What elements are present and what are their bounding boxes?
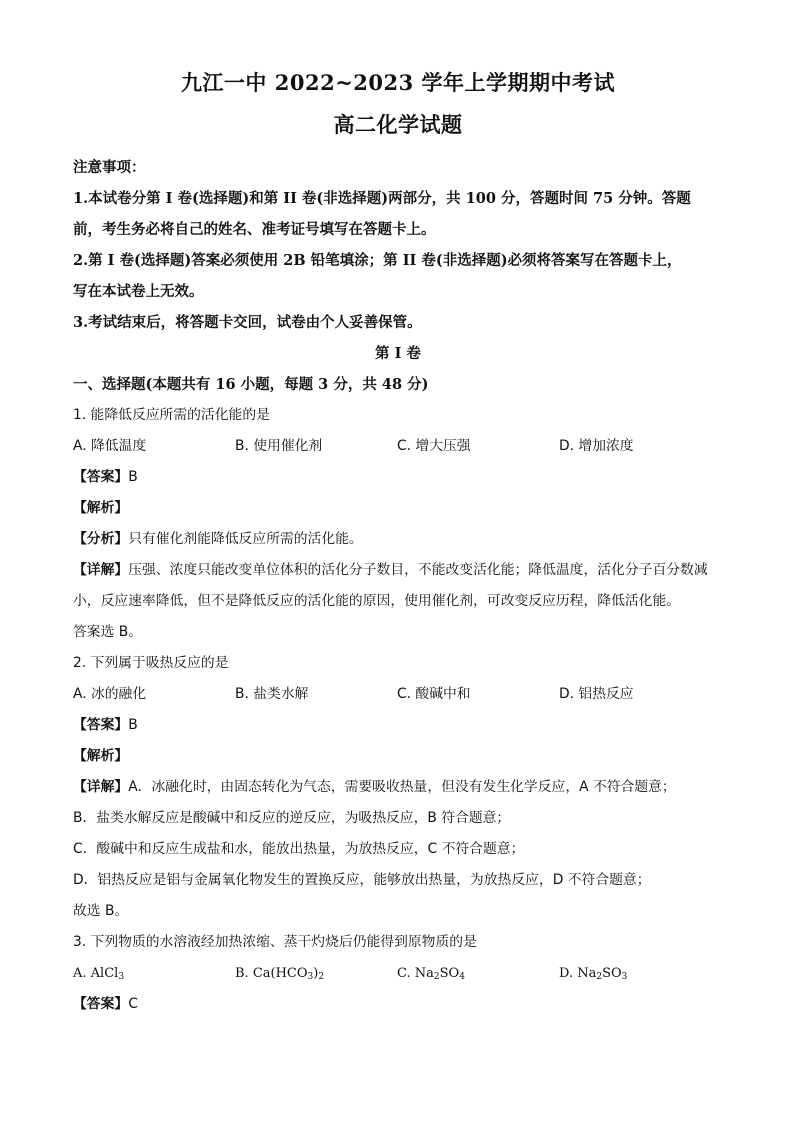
question-stem: 3. 下列物质的水溶液经加热浓缩、蒸干灼烧后仍能得到原物质的是: [73, 934, 477, 950]
fenxi-line: [73, 524, 723, 555]
detail-label: 【详解】: [73, 779, 129, 795]
detail-label: 【详解】: [73, 562, 129, 578]
answer-line: [73, 989, 723, 1020]
question-2: [73, 648, 723, 927]
analysis-label: 【解析】: [73, 500, 129, 516]
options-row: [73, 679, 723, 710]
exam-page: [73, 70, 723, 1020]
notice-line: 3.考试结束后，将答题卡交回，试卷由个人妥善保管。: [73, 314, 422, 331]
answer-label: 【答案】: [73, 469, 129, 485]
question-stem: 1. 能降低反应所需的活化能的是: [73, 407, 270, 423]
formula-subscript: 2: [318, 972, 325, 982]
formula-subscript: 3: [118, 972, 125, 982]
analysis-label: 【解析】: [73, 748, 129, 764]
formula-subscript: 2: [433, 972, 440, 982]
detail-option-d: D．铝热反应是铝与金属氧化物发生的置换反应，能够放出热量，为放热反应，D 不符合题意；: [73, 872, 651, 888]
option-c: C. 酸碱中和: [397, 686, 471, 702]
answer-value: C: [128, 996, 138, 1012]
detail-text-continued: 小，反应速率降低，但不是降低反应的活化能的原因，使用催化剂，可改变反应历程，降低活化能。: [73, 593, 681, 609]
formula-subscript: 2: [596, 972, 603, 982]
analysis-line: [73, 493, 723, 524]
formula-text: D. Na: [559, 966, 597, 981]
answer-value: B: [128, 469, 138, 485]
answer-label: 【答案】: [73, 996, 129, 1012]
notice-heading: 注意事项：: [73, 159, 146, 176]
options-row: [73, 431, 723, 462]
question-1: [73, 400, 723, 648]
answer-line: [73, 710, 723, 741]
analysis-line: [73, 741, 723, 772]
answer-line: [73, 462, 723, 493]
answer-value: B: [128, 717, 138, 733]
fenxi-text: 只有催化剂能降低反应所需的活化能。: [128, 531, 363, 547]
formula-subscript: 4: [459, 972, 465, 982]
exam-subtitle: 高二化学试题: [333, 112, 463, 137]
option-d: D. 增加浓度: [559, 438, 634, 454]
option-b: B. 盐类水解: [235, 686, 309, 702]
option-a: A. 降低温度: [73, 438, 147, 454]
formula-text: C. Na: [397, 966, 434, 981]
conclusion: 故选 B。: [73, 903, 129, 919]
formula-subscript: 3: [621, 972, 628, 982]
answer-label: 【答案】: [73, 717, 129, 733]
detail-text: A．冰融化时，由固态转化为气态，需要吸收热量，但没有发生化学反应，A 不符合题意；: [128, 779, 676, 795]
detail-line: [73, 772, 723, 803]
option-a: A. 冰的融化: [73, 686, 147, 702]
volume-heading: 第 I 卷: [375, 345, 421, 362]
option-b: B. 使用催化剂: [235, 438, 323, 454]
formula-subscript: 3: [307, 972, 314, 982]
option-b: [235, 958, 397, 989]
formula-text: A. AlCl: [73, 966, 119, 981]
option-c: C. 增大压强: [397, 438, 471, 454]
notice-line: 1.本试卷分第 I 卷(选择题)和第 II 卷(非选择题)两部分，共 100 分，答题时间 75 分钟。答题: [73, 190, 691, 207]
detail-option-b: B．盐类水解反应是酸碱中和反应的逆反应，为吸热反应，B 符合题意；: [73, 810, 511, 826]
fenxi-label: 【分析】: [73, 531, 129, 547]
notice-line: 写在本试卷上无效。: [73, 283, 204, 300]
option-d: [559, 958, 721, 989]
notice-block: [73, 152, 723, 338]
formula-text: B. Ca(HCO: [235, 966, 308, 981]
exam-title: 九江一中 2022~2023 学年上学期期中考试: [180, 70, 616, 95]
option-d: D. 铝热反应: [559, 686, 634, 702]
section-heading: 一、选择题(本题共有 16 小题，每题 3 分，共 48 分): [73, 376, 429, 393]
options-row: [73, 958, 723, 989]
conclusion: 答案选 B。: [73, 624, 143, 640]
question-stem: 2. 下列属于吸热反应的是: [73, 655, 229, 671]
notice-line: 2.第 I 卷(选择题)答案必须使用 2B 铅笔填涂；第 II 卷(非选择题)必须将答案写在答题卡上，: [73, 252, 682, 269]
formula-text: SO: [439, 966, 460, 981]
question-3: [73, 927, 723, 1020]
notice-line: 前，考生务必将自己的姓名、准考证号填写在答题卡上。: [73, 221, 436, 238]
option-a: [73, 958, 235, 989]
formula-text: ): [313, 966, 319, 981]
detail-option-c: C．酸碱中和反应生成盐和水，能放出热量，为放热反应，C 不符合题意；: [73, 841, 525, 857]
detail-text: 压强、浓度只能改变单位体积的活化分子数目，不能改变活化能；降低温度，活化分子百分数减: [128, 562, 708, 578]
detail-line: [73, 555, 723, 586]
option-c: [397, 958, 559, 989]
formula-text: SO: [602, 966, 622, 981]
